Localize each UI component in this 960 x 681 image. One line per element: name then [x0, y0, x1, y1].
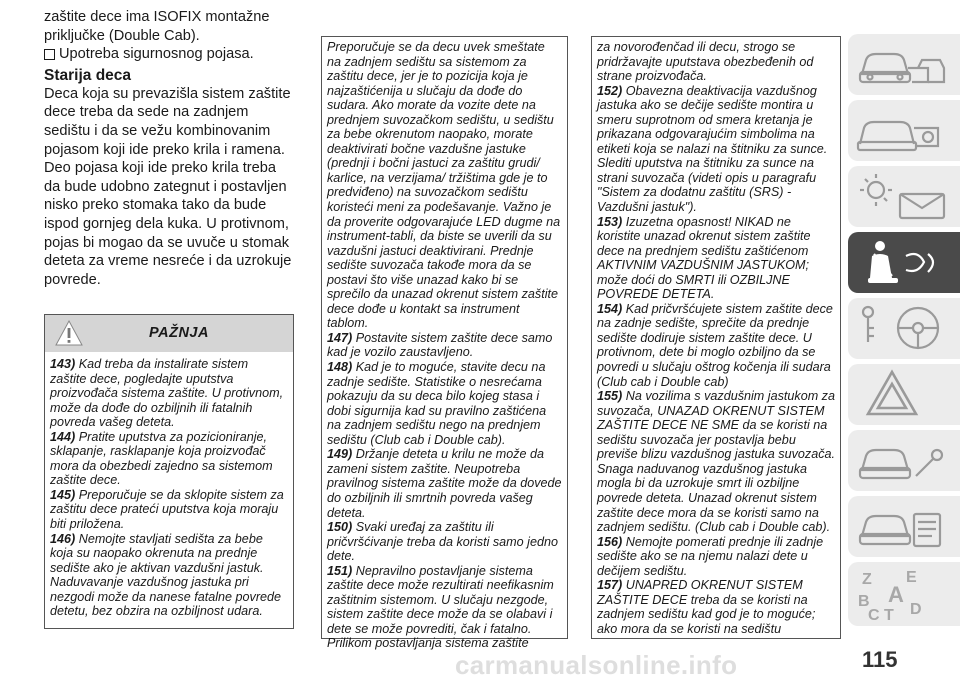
car-data-icon: [848, 496, 960, 557]
tab-index[interactable]: [848, 562, 960, 626]
key-steering-wheel-icon: [848, 298, 960, 359]
tab-lights[interactable]: [848, 166, 960, 227]
note-number: 146): [50, 531, 76, 546]
warning-title: PAŽNJA: [149, 325, 209, 341]
warning-item: [327, 520, 562, 564]
watermark: carmanualsonline.info: [455, 650, 738, 680]
note-text: Izuzetna opasnost! NIKAD ne koristite unazad okrenut sistem zaštite dece na prednjem sedištu zaštićenom AKTIVNIM VAZDUŠNIM JASTUKOM; može doći do SMRTI ili OZBILJNE POVREDE DETETA.: [597, 214, 811, 302]
warning-item: [327, 360, 562, 447]
note-text: Na vozilima s vazdušnim jastukom za suvozača, UNAZAD OKRENUT SISTEM ZAŠTITE DECE NE SME da se koristi na sedištu suvozača jer postavlja bebu previše blizu vazdušnog jastuka suvozača. Snaga naduvanog vazdušnog jastuka mogla bi da uzrokuje smrt ili ozbiljne povrede deteta. Unazad okrenut sistem zaštite dece mora da se koristi samo na zadnjem sedištu. (Club cab i Double cab).: [597, 389, 836, 535]
warning-item: [50, 488, 288, 532]
warning-header: [45, 315, 293, 352]
column-lead-text: za novorođenčad ili decu, strogo se pridržavajte uputstava obezbeđenih od strane proizvođača.: [597, 40, 814, 84]
tab-technical-data[interactable]: [848, 496, 960, 557]
note-text: Preporučuje se da sklopite sistem za zaštitu dece prateći uputstva koja moraju biti priložena.: [50, 487, 284, 532]
note-number: 147): [327, 330, 353, 345]
warning-item: [50, 357, 288, 430]
warning-box: [44, 314, 294, 629]
note-text: Obavezna deaktivacija vazdušnog jastuka ako se dečije sedište montira u smeru suprotnom od smera kretanja je prikazana odgovarajućim simbolima na etiketi koja se nalazi na štitniku za sunce. Slediti uputstva na štitniku za sunce na strani suvozača (videti opis u paragrafu "Sistem za dodatnu zaštitu (SRS) - Vazdušni jastuk").: [597, 83, 828, 215]
note-text: Nepravilno postavljanje sistema zaštite dece može rezultirati neefikasnim zaštitnim sistemom. U slučaju nezgode, sistem zaštite dece može da se olabavi i dete se može povrediti, čak i fatalno. Prilikom postavljanja sistema zaštite: [327, 563, 554, 651]
column-middle: [321, 36, 568, 651]
note-text: Kad pričvršćujete sistem zaštite dece na zadnje sedište, sprečite da prednje sedište dodiruje sistem zaštite dece. U protivnom, dete bi moglo ozbiljno da se povredi u slučaju oštrog kočenja ili sudara (Club cab i Double cab): [597, 301, 833, 389]
intro-section: [44, 8, 294, 289]
intro-line-2: priključke (Double Cab).: [44, 27, 200, 44]
light-envelope-icon: [848, 166, 960, 227]
index-letter: Z: [862, 571, 872, 588]
note-text: Kad treba da instalirate sistem zaštite dece, pogledajte uputstva proizvođača sistema zaštite. U protivnom, može da dođe do ozbiljnih ili fatalnih povreda vašeg deteta.: [50, 357, 284, 430]
index-letter: B: [858, 593, 870, 610]
column-left: [44, 8, 294, 289]
index-letter: D: [910, 601, 922, 618]
warning-item: [327, 331, 562, 360]
warning-item: [597, 302, 835, 389]
note-number: 148): [327, 360, 353, 375]
tab-maintenance[interactable]: [848, 430, 960, 491]
intro-line-1: zaštite dece ima ISOFIX montažne: [44, 9, 270, 25]
note-number: 156): [597, 534, 623, 549]
section-heading: Starija deca: [44, 66, 132, 84]
warning-item: [50, 532, 288, 619]
note-number: 152): [597, 83, 623, 98]
car-wrench-icon: [848, 430, 960, 491]
dashboard-car-icon: [848, 100, 960, 161]
warning-item: [597, 389, 835, 534]
warning-item: [50, 430, 288, 488]
note-text: UNAPRED OKRENUT SISTEM ZAŠTITE DECE treba da se koristi na zadnjem sedištu kad god je to moguće; ako mora da se koristi na sedištu: [597, 578, 816, 636]
warning-item: [597, 578, 835, 636]
note-number: 155): [597, 389, 623, 404]
tab-car-front[interactable]: [848, 34, 960, 95]
note-text: Pratite uputstva za pozicioniranje, sklapanje, rasklapanje koja proizvođač mora da obezbedi zajedno sa sistemom zaštite dece.: [50, 429, 273, 488]
seatbelt-airbag-icon: [848, 232, 960, 293]
note-number: 143): [50, 357, 76, 371]
note-number: 153): [597, 214, 623, 229]
page-number: 115: [862, 647, 898, 672]
warning-item: [597, 215, 835, 302]
warning-item: [597, 84, 835, 215]
index-letter: A: [888, 582, 904, 607]
note-number: 150): [327, 520, 353, 535]
index-letters-icon: [848, 562, 960, 626]
column-lead-text: Preporučuje se da decu uvek smeštate na zadnjem sedištu sa sistemom za zaštitu dece, jer je to pozicija koja je najzaštićenija u slučaju da dođe do sudara. Ako morate da vozite dete na prednjem suvozačkom sedištu, u sedištu za bebe okrenutom naopako, morate deaktivirati bočne vazdušne jastuke (prednji i bočni jastuci za zaštitu grudi/ karlice, na verzijama/ tržištima gde je to predviđeno) na suvozačkom sedištu koristeći meni za podešavanje. Važno je da proverite odgovarajuće LED dugme na instrument-tabli, da biste se uverili da su vazdušni jastuci deaktivirani. Prednje sedište suvozača takođe mora da se postavi što više unazad kako bi se sprečilo da unazad okrenut sistem zaštite dece dođe u kontakt sa instrument tablom.: [327, 40, 561, 331]
note-text: Držanje deteta u krilu ne može da zameni sistem zaštite. Neupotreba pravilnog sistema zaštite može da dovede do ozbiljnih ili smrtnih povreda vašeg deteta.: [327, 447, 562, 520]
tab-dashboard[interactable]: [848, 100, 960, 161]
column-right: [591, 36, 841, 639]
note-text: Kad je to moguće, stavite decu na zadnje sedište. Statistike o nesrećama pokazuju da su deca bilo kojeg stasa i dobi sigurnija kad su pravilno zaštićena na zadnjem sedištu nego na prednjem sedištu (Club cab i Double cab).: [327, 360, 547, 447]
note-number: 145): [50, 487, 76, 502]
tab-emergency[interactable]: [848, 364, 960, 425]
car-front-icon: [848, 34, 960, 95]
warning-item: [327, 447, 562, 520]
note-text: Postavite sistem zaštite dece samo kad je vozilo zaustavljeno.: [327, 330, 553, 360]
square-bullet-icon: [44, 49, 55, 60]
index-letter: E: [906, 569, 917, 586]
warning-item: [327, 564, 562, 651]
note-number: 144): [50, 429, 76, 444]
bullet-item: [44, 45, 294, 64]
tab-safety-active[interactable]: [848, 232, 960, 293]
warning-triangle-icon: [848, 364, 960, 425]
warning-item: [597, 535, 835, 579]
index-letter: C: [868, 607, 880, 624]
note-number: 151): [327, 563, 353, 578]
section-body: Deca koja su prevazišla sistem zaštite dece treba da sede na zadnjem sedištu i da se vežu kombinovanim pojasom koji ide preko krila i ramena. Deo pojasa koji ide preko krila treba da bude udobno zategnut i postavljen nisko preko stomaka tako da bude ispod gornjeg dela kuka. U protivnom, pojas bi mogao da se uvuče u stomak deteta za vreme nesreće i da uzrokuje povrede.: [44, 85, 292, 288]
note-text: Nemojte stavljati sedišta za bebe koja su naopako okrenuta na prednje sedište ako je aktivan vazdušni jastuk. Naduvavanje vazdušnog jastuka pri nezgodi može da nanese fatalne povrede detetu, bez obzira na ozbiljnost udara.: [50, 531, 282, 619]
warning-body: [45, 352, 293, 619]
note-text: Nemojte pomerati prednje ili zadnje sedište ako se na njemu nalazi dete u dečijem sedištu.: [597, 534, 824, 578]
note-text: Svaki uređaj za zaštitu ili pričvršćivanje treba da koristi samo jedno dete.: [327, 520, 558, 564]
bullet-text: Upotreba sigurnosnog pojasa.: [59, 46, 254, 63]
tab-starting[interactable]: [848, 298, 960, 359]
note-number: 154): [597, 301, 623, 316]
note-number: 157): [597, 578, 623, 593]
note-number: 149): [327, 447, 353, 462]
index-letter: T: [884, 607, 894, 624]
